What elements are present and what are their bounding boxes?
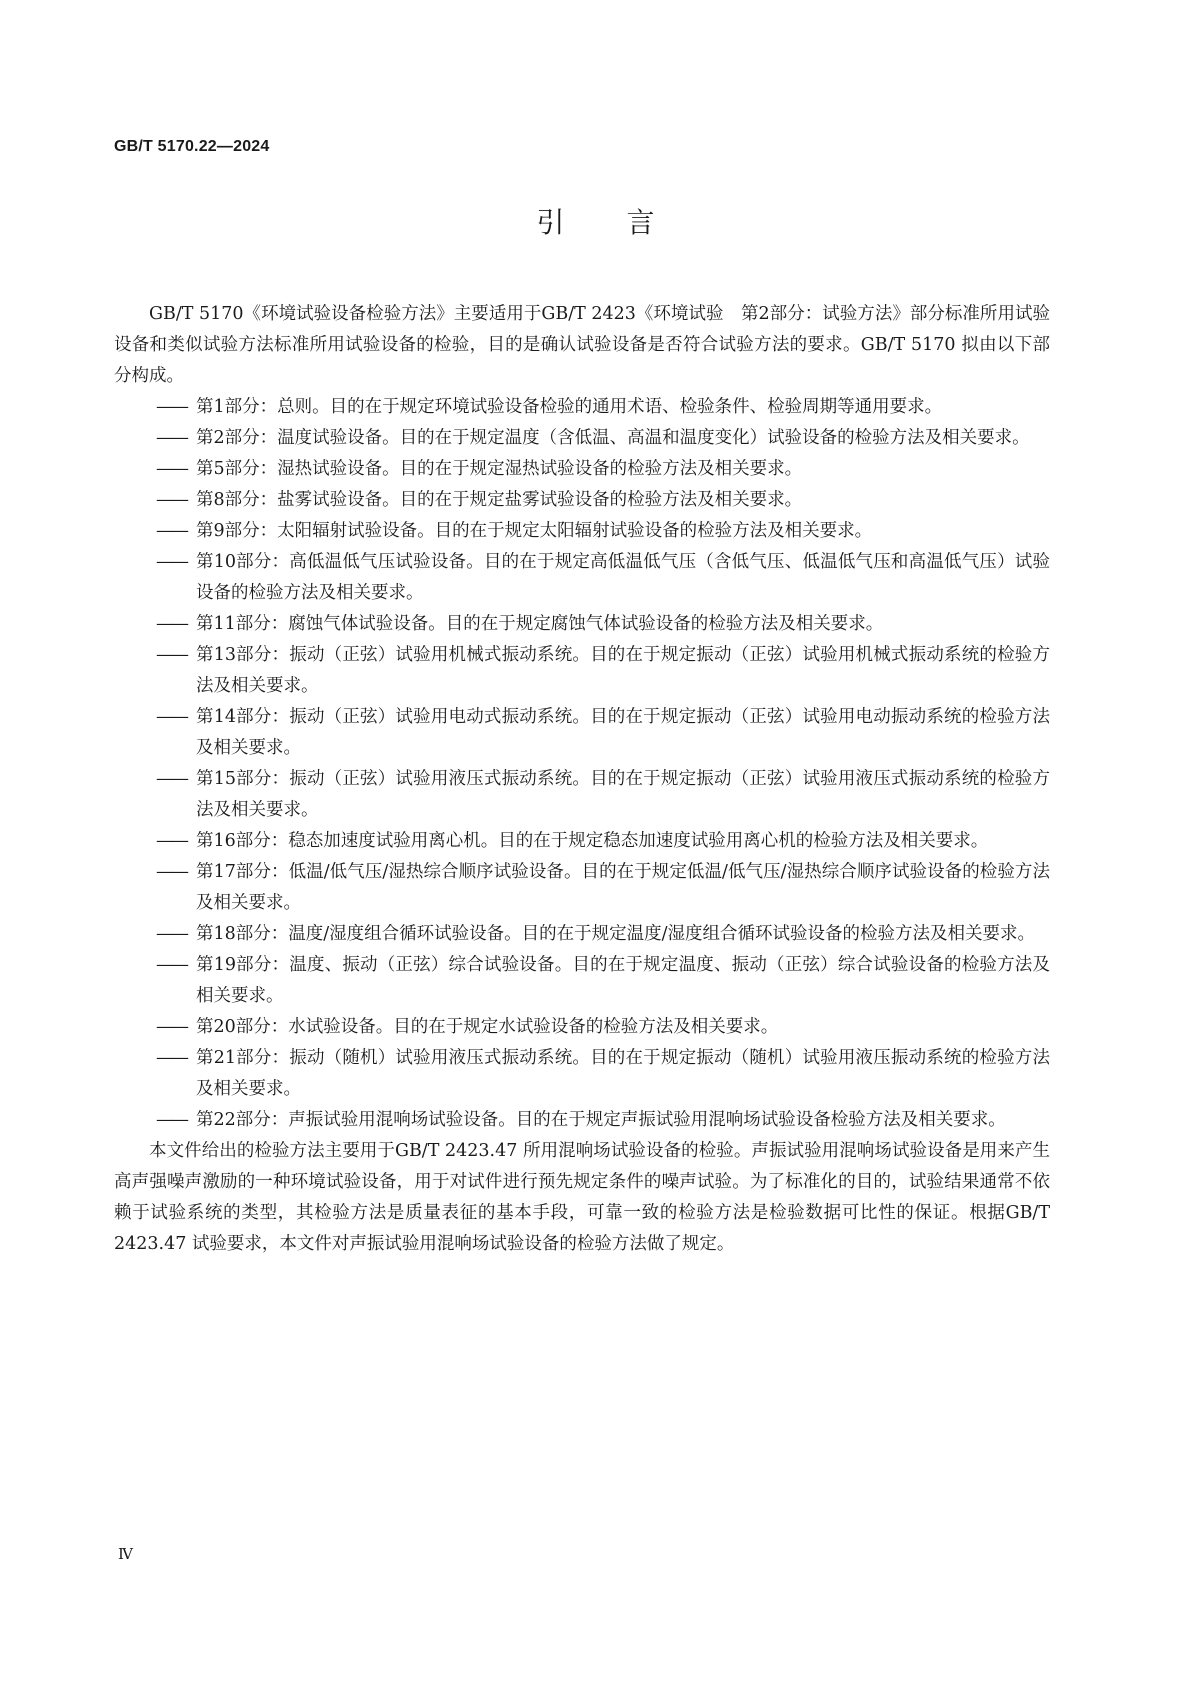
list-item <box>114 1043 1050 1105</box>
list-item-text: 第19部分：温度、振动（正弦）综合试验设备。目的在于规定温度、振动（正弦）综合试验设备的检验方法及相关要求。 <box>196 955 1050 1006</box>
list-item <box>114 392 1050 423</box>
list-dash: —— <box>156 1017 187 1037</box>
page-number: Ⅳ <box>118 1545 133 1563</box>
parts-list <box>114 392 1050 1136</box>
list-dash: —— <box>156 459 187 479</box>
list-dash: —— <box>156 552 187 572</box>
list-item <box>114 764 1050 826</box>
list-item <box>114 1105 1050 1136</box>
list-dash: —— <box>156 521 187 541</box>
list-item-text: 第22部分：声振试验用混响场试验设备。目的在于规定声振试验用混响场试验设备检验方法及相关要求。 <box>196 1110 1006 1130</box>
list-item <box>114 423 1050 454</box>
page-title: 引言 <box>536 206 717 239</box>
list-dash: —— <box>156 831 187 851</box>
list-dash: —— <box>156 769 187 789</box>
list-item-text: 第1部分：总则。目的在于规定环境试验设备检验的通用术语、检验条件、检验周期等通用要求。 <box>196 397 943 417</box>
list-item <box>114 857 1050 919</box>
list-dash: —— <box>156 1048 187 1068</box>
closing-paragraph: 本文件给出的检验方法主要用于GB/T 2423.47 所用混响场试验设备的检验。声振试验用混响场试验设备是用来产生高声强噪声激励的一种环境试验设备，用于对试件进行预先规定条件的噪声试验。为了标准化的目的，试验结果通常不依赖于试验系统的类型，其检验方法是质量表征的基本手段，可靠一致的检验方法是检验数据可比性的保证。根据GB/T 2423.47 试验要求，本文件对声振试验用混响场试验设备的检验方法做了规定。 <box>114 1141 1050 1254</box>
list-item <box>114 609 1050 640</box>
list-item-text: 第8部分：盐雾试验设备。目的在于规定盐雾试验设备的检验方法及相关要求。 <box>196 490 803 510</box>
list-item <box>114 950 1050 1012</box>
list-item <box>114 485 1050 516</box>
list-item <box>114 702 1050 764</box>
list-item-text: 第2部分：温度试验设备。目的在于规定温度（含低温、高温和温度变化）试验设备的检验方法及相关要求。 <box>196 428 1030 448</box>
intro-paragraph: GB/T 5170《环境试验设备检验方法》主要适用于GB/T 2423《环境试验 第2部分：试验方法》部分标准所用试验设备和类似试验方法标准所用试验设备的检验，目的是确认试验设备是否符合试验方法的要求。GB/T 5170 拟由以下部分构成。 <box>114 304 1050 386</box>
list-dash: —— <box>156 614 187 634</box>
list-item <box>114 1012 1050 1043</box>
list-dash: —— <box>156 428 187 448</box>
list-item-text: 第16部分：稳态加速度试验用离心机。目的在于规定稳态加速度试验用离心机的检验方法及相关要求。 <box>196 831 989 851</box>
list-item <box>114 454 1050 485</box>
list-item-text: 第17部分：低温/低气压/湿热综合顺序试验设备。目的在于规定低温/低气压/湿热综合顺序试验设备的检验方法及相关要求。 <box>196 862 1050 913</box>
list-dash: —— <box>156 924 187 944</box>
list-item <box>114 547 1050 609</box>
list-dash: —— <box>156 707 187 727</box>
list-item-text: 第5部分：湿热试验设备。目的在于规定湿热试验设备的检验方法及相关要求。 <box>196 459 803 479</box>
list-item-text: 第11部分：腐蚀气体试验设备。目的在于规定腐蚀气体试验设备的检验方法及相关要求。 <box>196 614 884 634</box>
list-item-text: 第14部分：振动（正弦）试验用电动式振动系统。目的在于规定振动（正弦）试验用电动振动系统的检验方法及相关要求。 <box>196 707 1050 758</box>
list-dash: —— <box>156 1110 187 1130</box>
list-item <box>114 826 1050 857</box>
list-dash: —— <box>156 862 187 882</box>
list-item <box>114 640 1050 702</box>
list-item-text: 第13部分：振动（正弦）试验用机械式振动系统。目的在于规定振动（正弦）试验用机械式振动系统的检验方法及相关要求。 <box>196 645 1050 696</box>
list-item <box>114 516 1050 547</box>
list-item-text: 第15部分：振动（正弦）试验用液压式振动系统。目的在于规定振动（正弦）试验用液压式振动系统的检验方法及相关要求。 <box>196 769 1050 820</box>
list-dash: —— <box>156 490 187 510</box>
list-item-text: 第20部分：水试验设备。目的在于规定水试验设备的检验方法及相关要求。 <box>196 1017 779 1037</box>
list-item-text: 第10部分：高低温低气压试验设备。目的在于规定高低温低气压（含低气压、低温低气压和高温低气压）试验设备的检验方法及相关要求。 <box>196 552 1050 603</box>
standard-code-header: GB/T 5170.22—2024 <box>114 138 270 155</box>
list-item-text: 第21部分：振动（随机）试验用液压式振动系统。目的在于规定振动（随机）试验用液压振动系统的检验方法及相关要求。 <box>196 1048 1050 1099</box>
list-item-text: 第9部分：太阳辐射试验设备。目的在于规定太阳辐射试验设备的检验方法及相关要求。 <box>196 521 873 541</box>
list-dash: —— <box>156 955 187 975</box>
list-item <box>114 919 1050 950</box>
list-dash: —— <box>156 397 187 417</box>
list-dash: —— <box>156 645 187 665</box>
document-body <box>114 299 1050 1260</box>
list-item-text: 第18部分：温度/湿度组合循环试验设备。目的在于规定温度/湿度组合循环试验设备的检验方法及相关要求。 <box>196 924 1036 944</box>
